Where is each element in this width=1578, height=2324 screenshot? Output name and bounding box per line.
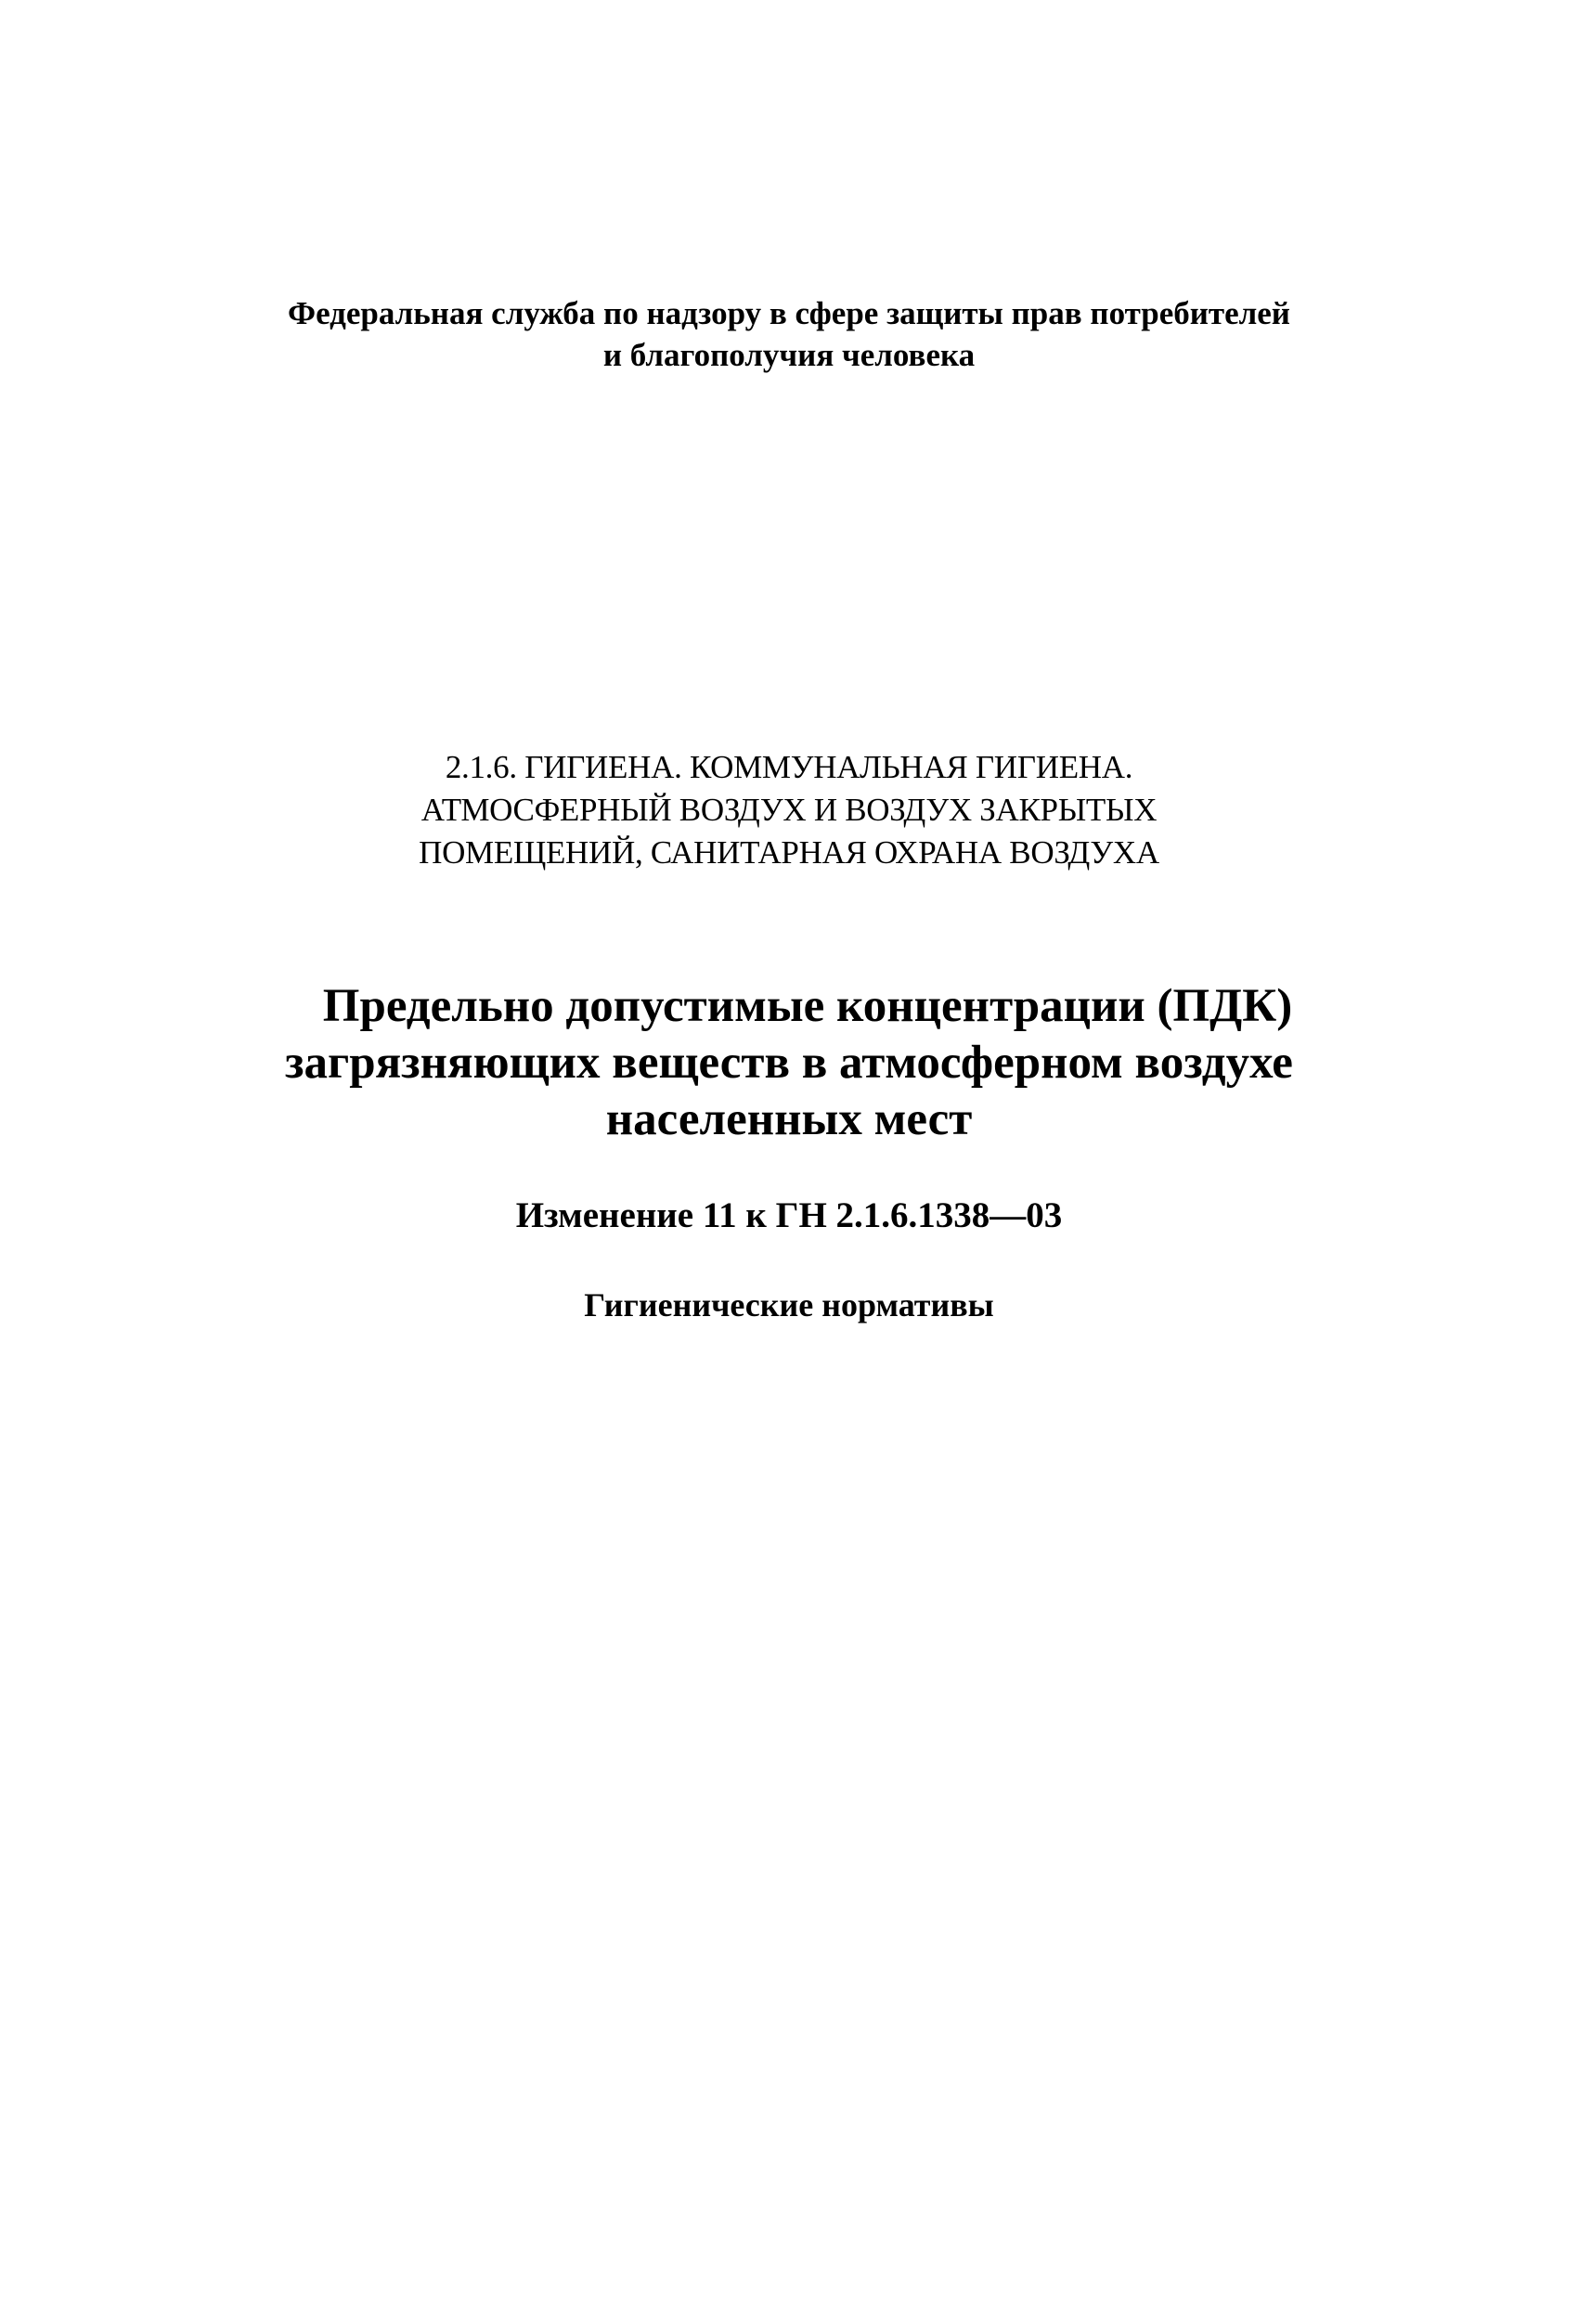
agency-name-line-2: и благополучия человека [602, 337, 976, 373]
amendment-line: Изменение 11 к ГН 2.1.6.1338—03 [515, 1195, 1063, 1235]
section-heading-line-1: 2.1.6. ГИГИЕНА. КОММУНАЛЬНАЯ ГИГИЕНА. [445, 749, 1133, 785]
agency-name-line-1: Федеральная служба по надзору в сфере защиты прав потребителей [288, 295, 1290, 331]
document-title-line-2: загрязняющих веществ в атмосферном воздухе [285, 1037, 1293, 1089]
section-heading-line-3: ПОМЕЩЕНИЙ, САНИТАРНАЯ ОХРАНА ВОЗДУХА [419, 834, 1159, 871]
section-heading-line-2: АТМОСФЕРНЫЙ ВОЗДУХ И ВОЗДУХ ЗАКРЫТЫХ [420, 792, 1158, 828]
document-title-line-3: населенных мест [605, 1093, 973, 1145]
document-title-line-1: Предельно допустимые концентрации (ПДК) [322, 980, 1293, 1032]
document-type-line: Гигиенические нормативы [584, 1286, 994, 1323]
